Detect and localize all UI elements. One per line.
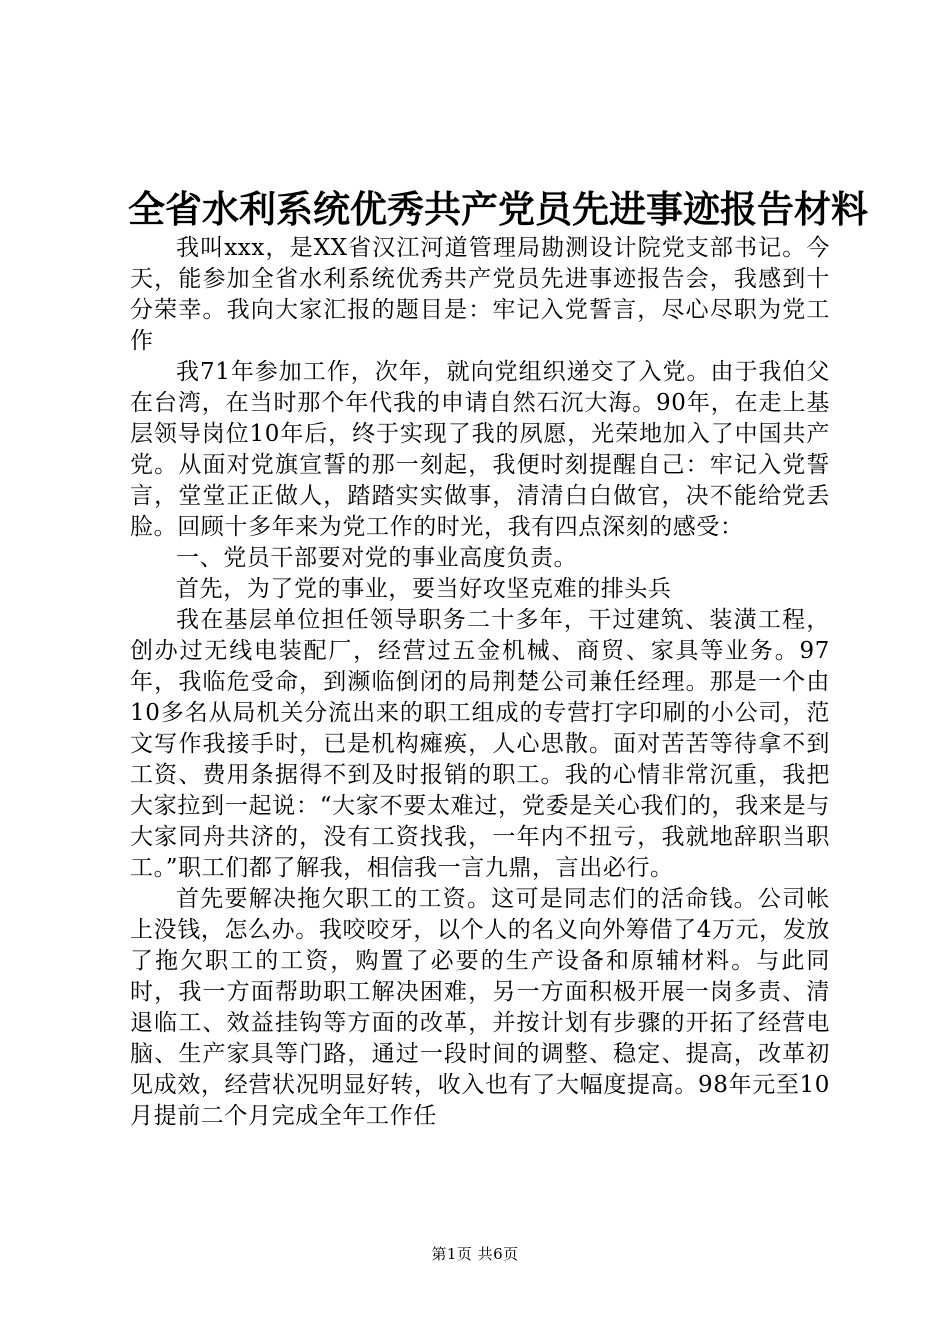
paragraph: 我叫xxx，是XX省汉江河道管理局勘测设计院党支部书记。今天，能参加全省水利系统优秀共产党员先进事迹报告会，我感到十分荣幸。我向大家汇报的题目是：牢记入党誓言，尽心尽职为党工作 <box>130 235 830 354</box>
paragraph: 首先要解决拖欠职工的工资。这可是同志们的活命钱。公司帐上没钱，怎么办。我咬咬牙，以个人的名义向外筹借了4万元，发放了拖欠职工的工资，购置了必要的生产设备和原辅材料。与此同时，我一方面帮助职工解决困难，另一方面积极开展一岗多责、清退临工、效益挂钩等方面的改革，并按计划有步骤的开拓了经营电脑、生产家具等门路，通过一段时间的调整、稳定、提高，改革初见成效，经营状况明显好转，收入也有了大幅度提高。98年元至10月提前二个月完成全年工作任 <box>130 886 830 1129</box>
paragraph: 我在基层单位担任领导职务二十多年，干过建筑、装潢工程，创办过无线电装配厂，经营过五金机械、商贸、家具等业务。97年，我临危受命，到濒临倒闭的局荆楚公司兼任经理。那是一个由10多名从局机关分流出来的职工组成的专营打字印刷的小公司，范文写作我接手时，已是机构瘫痪，人心思散。面对苦苦等待拿不到工资、费用条据得不到及时报销的职工。我的心情非常沉重，我把大家拉到一起说：“大家不要太难过，党委是关心我们的，我来是与大家同舟共济的，没有工资找我，一年内不扭亏，我就地辞职当职工。”职工们都了解我，相信我一言九鼎，言出必行。 <box>130 607 830 881</box>
subsection-heading: 首先，为了党的事业，要当好攻坚克难的排头兵 <box>176 576 672 602</box>
section-heading: 一、党员干部要对党的事业高度负责。 <box>176 545 578 571</box>
page-footer: 第1页 共6页 <box>431 1245 519 1263</box>
document-title: 全省水利系统优秀共产党员先进事迹报告材料 <box>128 188 868 231</box>
paragraph: 我71年参加工作，次年，就向党组织递交了入党。由于我伯父在台湾，在当时那个年代我的申请自然石沉大海。90年，在走上基层领导岗位10年后，终于实现了我的夙愿，光荣地加入了中国共产党。从面对党旗宣誓的那一刻起，我便时刻提醒自己：牢记入党誓言，堂堂正正做人，踏踏实实做事，清清白白做官，决不能给党丢脸。回顾十多年来为党工作的时光，我有四点深刻的感受： <box>130 359 830 540</box>
document-body <box>130 233 830 1132</box>
